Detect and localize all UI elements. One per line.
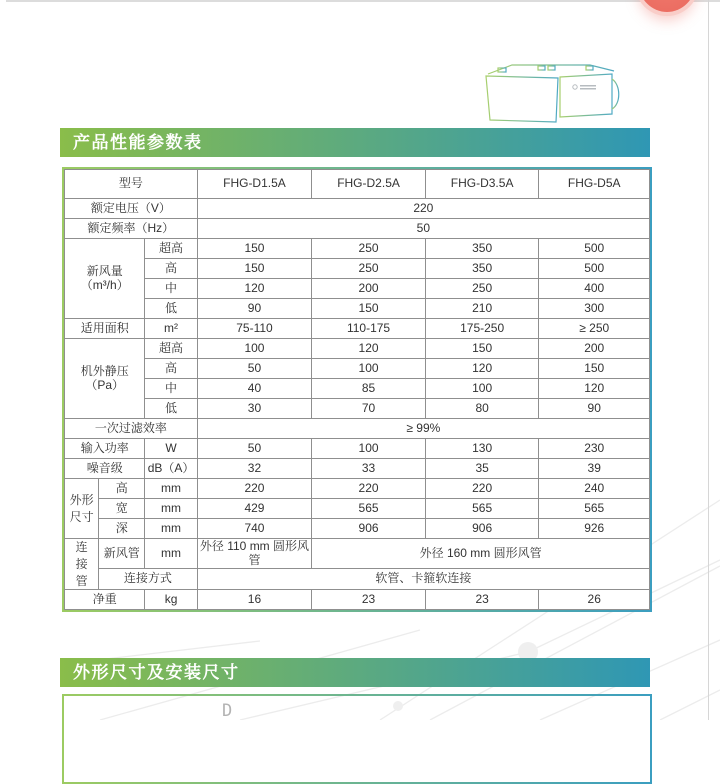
- row-pressure-mid: [65, 379, 650, 399]
- filtration-value: ≥ 99%: [197, 419, 649, 439]
- pressure-3-1: 70: [312, 399, 426, 419]
- area-3: ≥ 250: [539, 319, 650, 339]
- row-airflow-ultra: [65, 239, 650, 259]
- row-airflow-mid: [65, 279, 650, 299]
- dim-1-unit: mm: [145, 499, 197, 519]
- airflow-3-3: 300: [539, 299, 650, 319]
- dim-1-3: 565: [539, 499, 650, 519]
- pressure-0-1: 120: [312, 339, 426, 359]
- brand-logo: [573, 85, 596, 90]
- noise-label: 噪音级: [65, 459, 145, 479]
- section-header-performance: [60, 128, 650, 157]
- airflow-3-1: 150: [312, 299, 426, 319]
- pressure-0-0: 100: [197, 339, 312, 359]
- dim-0-1: 220: [312, 479, 426, 499]
- voltage-label: 额定电压（V）: [65, 199, 198, 219]
- filtration-label: 一次过滤效率: [65, 419, 198, 439]
- airflow-mode-2: 中: [145, 279, 197, 299]
- input-power-0: 50: [197, 439, 312, 459]
- row-pressure-ultra: [65, 339, 650, 359]
- row-duct: [65, 539, 650, 569]
- frequency-label: 额定频率（Hz）: [65, 219, 198, 239]
- row-dim-width: [65, 499, 650, 519]
- airflow-mode-3: 低: [145, 299, 197, 319]
- net-weight-0: 16: [197, 590, 312, 610]
- dim-2-2: 906: [425, 519, 539, 539]
- dim-0-name: 高: [99, 479, 145, 499]
- row-pressure-high: [65, 359, 650, 379]
- row-voltage: [65, 199, 650, 219]
- voltage-value: 220: [197, 199, 649, 219]
- airflow-3-0: 90: [197, 299, 312, 319]
- pressure-2-1: 85: [312, 379, 426, 399]
- area-0: 75-110: [197, 319, 312, 339]
- spec-table: [64, 169, 650, 610]
- airflow-1-1: 250: [312, 259, 426, 279]
- airflow-mode-0: 超高: [145, 239, 197, 259]
- row-airflow-low: [65, 299, 650, 319]
- row-dim-height: [65, 479, 650, 499]
- noise-unit: dB（A）: [145, 459, 197, 479]
- dim-1-name: 宽: [99, 499, 145, 519]
- row-area: [65, 319, 650, 339]
- row-net-weight: [65, 590, 650, 610]
- diagram-depth-label: D: [222, 701, 233, 721]
- model-2: FHG-D2.5A: [312, 170, 426, 199]
- pressure-2-3: 120: [539, 379, 650, 399]
- row-dim-depth: [65, 519, 650, 539]
- dim-2-0: 740: [197, 519, 312, 539]
- spec-table-border: [62, 167, 652, 612]
- page-top-edge: [6, 0, 720, 2]
- dim-1-0: 429: [197, 499, 312, 519]
- net-weight-1: 23: [312, 590, 426, 610]
- row-connection-method: [65, 569, 650, 590]
- net-weight-2: 23: [425, 590, 539, 610]
- net-weight-3: 26: [539, 590, 650, 610]
- area-2: 175-250: [425, 319, 539, 339]
- dim-0-unit: mm: [145, 479, 197, 499]
- pressure-1-2: 120: [425, 359, 539, 379]
- input-power-unit: W: [145, 439, 197, 459]
- airflow-1-3: 500: [539, 259, 650, 279]
- pressure-3-0: 30: [197, 399, 312, 419]
- row-frequency: [65, 219, 650, 239]
- noise-2: 35: [425, 459, 539, 479]
- dimensions-label: 外形尺寸: [65, 479, 99, 539]
- row-filtration: [65, 419, 650, 439]
- pressure-2-0: 40: [197, 379, 312, 399]
- dim-2-name: 深: [99, 519, 145, 539]
- frequency-value: 50: [197, 219, 649, 239]
- dim-2-unit: mm: [145, 519, 197, 539]
- pressure-mode-3: 低: [145, 399, 197, 419]
- dimensions-diagram-box: [62, 694, 652, 784]
- airflow-2-2: 250: [425, 279, 539, 299]
- input-power-3: 230: [539, 439, 650, 459]
- noise-3: 39: [539, 459, 650, 479]
- duct-value-rest: 外径 160 mm 圆形风管: [312, 539, 650, 569]
- model-3: FHG-D3.5A: [425, 170, 539, 199]
- airflow-0-1: 250: [312, 239, 426, 259]
- section-title: 外形尺寸及安装尺寸: [73, 663, 240, 682]
- input-power-1: 100: [312, 439, 426, 459]
- pressure-2-2: 100: [425, 379, 539, 399]
- net-weight-label: 净重: [65, 590, 145, 610]
- pressure-1-3: 150: [539, 359, 650, 379]
- duct-value-first: 外径 110 mm 圆形风管: [197, 539, 312, 569]
- airflow-label: 新风量（m³/h）: [65, 239, 145, 319]
- model-label: 型号: [65, 170, 198, 199]
- ventilation-unit-drawing: [474, 54, 630, 128]
- input-power-2: 130: [425, 439, 539, 459]
- airflow-0-2: 350: [425, 239, 539, 259]
- pressure-3-3: 90: [539, 399, 650, 419]
- model-1: FHG-D1.5A: [197, 170, 312, 199]
- airflow-0-0: 150: [197, 239, 312, 259]
- section-header-dimensions: [60, 658, 650, 687]
- airflow-2-0: 120: [197, 279, 312, 299]
- noise-0: 32: [197, 459, 312, 479]
- input-power-label: 输入功率: [65, 439, 145, 459]
- pressure-3-2: 80: [425, 399, 539, 419]
- duct-name: 新风管: [99, 539, 145, 569]
- page-right-edge: [708, 0, 709, 720]
- pressure-mode-1: 高: [145, 359, 197, 379]
- row-noise: [65, 459, 650, 479]
- pressure-mode-0: 超高: [145, 339, 197, 359]
- dim-0-0: 220: [197, 479, 312, 499]
- model-4: FHG-D5A: [539, 170, 650, 199]
- row-model: [65, 170, 650, 199]
- row-input-power: [65, 439, 650, 459]
- area-unit: m²: [145, 319, 197, 339]
- airflow-2-3: 400: [539, 279, 650, 299]
- net-weight-unit: kg: [145, 590, 197, 610]
- airflow-3-2: 210: [425, 299, 539, 319]
- pressure-0-2: 150: [425, 339, 539, 359]
- pressure-1-0: 50: [197, 359, 312, 379]
- dim-0-3: 240: [539, 479, 650, 499]
- airflow-mode-1: 高: [145, 259, 197, 279]
- pressure-1-1: 100: [312, 359, 426, 379]
- airflow-2-1: 200: [312, 279, 426, 299]
- pressure-mode-2: 中: [145, 379, 197, 399]
- dim-2-1: 906: [312, 519, 426, 539]
- noise-1: 33: [312, 459, 426, 479]
- method-value: 软管、卡箍软连接: [197, 569, 649, 590]
- airflow-1-2: 350: [425, 259, 539, 279]
- duct-unit: mm: [145, 539, 197, 569]
- area-1: 110-175: [312, 319, 426, 339]
- pressure-0-3: 200: [539, 339, 650, 359]
- row-airflow-high: [65, 259, 650, 279]
- dim-1-2: 565: [425, 499, 539, 519]
- pressure-label: 机外静压（Pa）: [65, 339, 145, 419]
- connection-label: 连接管: [65, 539, 99, 590]
- row-pressure-low: [65, 399, 650, 419]
- section-title: 产品性能参数表: [73, 133, 203, 152]
- dim-0-2: 220: [425, 479, 539, 499]
- airflow-1-0: 150: [197, 259, 312, 279]
- dim-2-3: 926: [539, 519, 650, 539]
- dim-1-1: 565: [312, 499, 426, 519]
- area-label: 适用面积: [65, 319, 145, 339]
- method-label: 连接方式: [99, 569, 198, 590]
- airflow-0-3: 500: [539, 239, 650, 259]
